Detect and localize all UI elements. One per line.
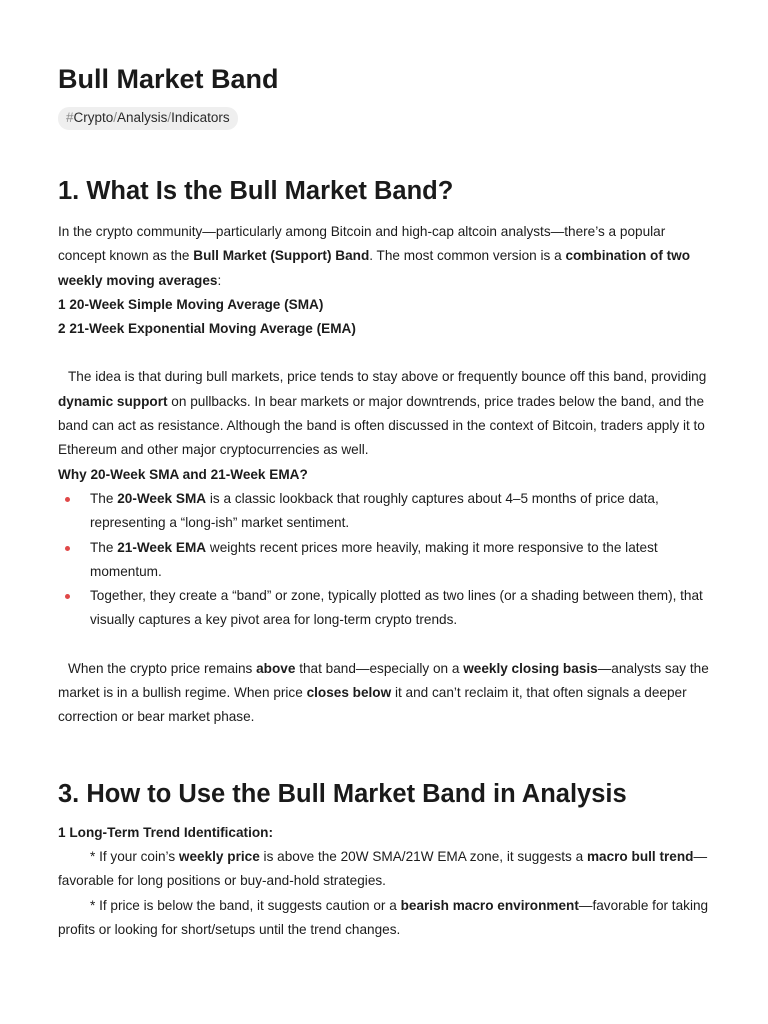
text-run: on pullbacks. In bear markets or major downtrends, price trades below the band, and the band can act as resistance. Although the band is often discussed in the context of Bitcoin, traders apply it to Ethereum and other major cryptocurrencies as well. xyxy=(58,393,705,458)
subheading-trend-identification: 1 Long-Term Trend Identification: xyxy=(58,824,273,840)
text-run: that band—especially on a xyxy=(295,660,464,676)
text-run: is above the 20W SMA/21W EMA zone, it suggests a xyxy=(259,848,587,864)
bold-term-dynamic-support: dynamic support xyxy=(58,393,168,409)
text-run: it and can’t reclaim it, that often signals a deeper correction or bear market phase. xyxy=(58,685,687,725)
bullet-dot-icon xyxy=(65,497,70,502)
bold-term-weekly-price: weekly price xyxy=(178,848,260,864)
text-run: —favorable for taking profits or looking for short/setups until the trend changes. xyxy=(58,897,709,937)
bold-term-closes-below: closes below xyxy=(306,685,392,701)
text-run: The xyxy=(90,539,118,555)
trend-item-bear xyxy=(58,894,710,943)
text-run: The idea is that during bull markets, price tends to stay above or frequently bounce off this band, providing xyxy=(68,369,707,385)
text-run: is a classic lookback that roughly captures about 4–5 months of price data, representing a “long-ish” market sentiment. xyxy=(90,490,659,531)
list-item xyxy=(58,487,710,536)
bold-term-macro-bull-trend: macro bull trend xyxy=(586,848,694,864)
bold-term-20-week-sma: 20-Week SMA xyxy=(117,490,207,506)
trend-item-bull xyxy=(58,845,710,894)
tag-chip[interactable] xyxy=(58,107,238,130)
bold-term-21-week-ema: 21-Week EMA xyxy=(117,539,207,555)
text-run: In the crypto community—particularly among Bitcoin and high-cap altcoin analysts—there’s a popular concept known as the xyxy=(58,224,666,264)
tag-part-crypto: Crypto xyxy=(73,110,114,125)
text-run: Together, they create a “band” or zone, typically plotted as two lines (or a shading between them), that visually captures a key pivot area for long-term crypto trends. xyxy=(90,588,703,628)
text-run: weights recent prices more heavily, making it more responsive to the latest momentum. xyxy=(90,539,658,579)
tag-part-indicators: Indicators xyxy=(171,110,230,125)
bold-term-bull-market-band: Bull Market (Support) Band xyxy=(193,248,370,264)
closing-paragraph xyxy=(58,657,710,730)
text-run: —analysts say the market is in a bullish regime. When price xyxy=(58,660,709,701)
bold-term-above: above xyxy=(256,660,296,676)
text-run: . The most common version is a xyxy=(369,248,566,264)
idea-paragraph xyxy=(58,365,710,462)
text-run: The xyxy=(90,490,118,506)
text-run: When the crypto price remains xyxy=(68,660,257,676)
text-run: : xyxy=(217,272,222,288)
intro-paragraph xyxy=(58,220,710,293)
bullet-dot-icon xyxy=(65,546,70,551)
page-title: Bull Market Band xyxy=(58,64,279,94)
spacer xyxy=(58,341,710,365)
section-heading-how-to-use: 3. How to Use the Bull Market Band in Analysis xyxy=(58,779,627,808)
list-item xyxy=(58,536,710,585)
tag-separator: / xyxy=(167,110,172,125)
bold-term-bearish-macro: bearish macro environment xyxy=(400,897,579,913)
ma-list-item-sma: 1 20-Week Simple Moving Average (SMA) xyxy=(58,296,324,312)
bullet-dot-icon xyxy=(65,594,70,599)
why-heading: Why 20-Week SMA and 21-Week EMA? xyxy=(58,466,308,482)
section-heading-what-is: 1. What Is the Bull Market Band? xyxy=(58,177,454,205)
tag-hash: # xyxy=(66,110,74,125)
ma-list-item-ema: 2 21-Week Exponential Moving Average (EMA) xyxy=(58,321,356,337)
bold-term-weekly-closing-basis: weekly closing basis xyxy=(463,660,598,676)
spacer xyxy=(58,633,710,657)
list-item xyxy=(58,584,710,633)
tag-part-analysis: Analysis xyxy=(117,110,168,125)
tag-separator: / xyxy=(113,110,118,125)
text-run: —favorable for long positions or buy-and-hold strategies. xyxy=(58,848,708,889)
text-run: * If price is below the band, it suggests caution or a xyxy=(90,897,401,913)
bold-term-combination: combination of two weekly moving averages xyxy=(58,248,691,288)
text-run: * If your coin’s xyxy=(90,848,179,864)
why-bullet-list xyxy=(58,487,710,633)
